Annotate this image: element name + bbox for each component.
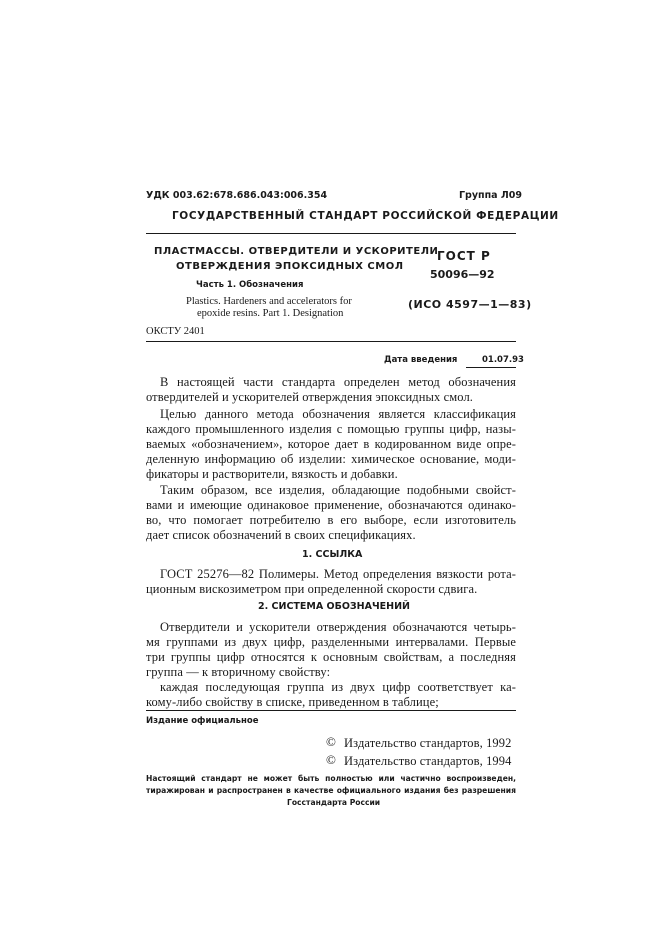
copyright-icon: © (326, 734, 336, 749)
gost-number: 50096—92 (430, 268, 495, 281)
section-2-line-5: каждая последующая группа из двух цифр соответствует ка- (160, 680, 516, 694)
section-2-heading: 2. СИСТЕМА ОБОЗНАЧЕНИЙ (258, 601, 410, 612)
copyright-1992: Издательство стандартов, 1992 (344, 736, 512, 750)
date-underline (466, 367, 516, 368)
english-title-line-1: Plastics. Hardeners and accelerators for (186, 296, 352, 307)
state-standard-heading: ГОСУДАРСТВЕННЫЙ СТАНДАРТ РОССИЙСКОЙ ФЕДЕРАЦИИ (172, 210, 559, 222)
notice-line-2: тиражирован и распространен в качестве официального издания без разрешения (146, 786, 516, 795)
paragraph-1-line-1: В настоящей части стандарта определен метод обозначения (160, 375, 516, 389)
section-2-line-1: Отвердители и ускорители отверждения обозначаются четырь- (160, 620, 516, 634)
okstu-code: ОКСТУ 2401 (146, 326, 205, 337)
paragraph-3-line-3: во, что помогает потребителю в его выборе, если изготовитель (146, 513, 516, 527)
paragraph-3-line-4: дает список обозначений в своих спецификациях. (146, 528, 416, 542)
group-code: Группа Л09 (459, 190, 523, 201)
notice-line-1: Настоящий стандарт не может быть полностью или частично воспроизведен, (146, 774, 516, 783)
footer-rule (146, 710, 516, 711)
copyright-1994: Издательство стандартов, 1994 (344, 754, 512, 768)
date-value: 01.07.93 (482, 355, 524, 365)
english-title-line-2: epoxide resins. Part 1. Designation (197, 308, 344, 319)
paragraph-3-line-2: вами и имеющие одинаковое применение, обозначаются одинако- (146, 498, 516, 512)
title-line-2: ОТВЕРЖДЕНИЯ ЭПОКСИДНЫХ СМОЛ (176, 261, 404, 272)
paragraph-2-line-2: каждого промышленного изделия с помощью группы цифр, назы- (146, 422, 516, 436)
iso-reference: (ИСО 4597—1—83) (408, 298, 532, 311)
title-bottom-rule (146, 341, 516, 342)
section-2-line-2: мя группами из двух цифр, разделенными интервалами. Первые (146, 635, 516, 649)
paragraph-2-line-5: фикаторы и растворители, вязкость и добавки. (146, 467, 398, 481)
date-label: Дата введения (384, 355, 458, 365)
section-1-heading: 1. ССЫЛКА (302, 549, 363, 560)
section-1-line-2: ционным вискозиметром при определенной скорости сдвига. (146, 582, 478, 596)
title-top-rule (146, 233, 516, 234)
copyright-icon: © (326, 752, 336, 767)
notice-line-3: Госстандарта России (287, 798, 381, 807)
official-edition-label: Издание официальное (146, 716, 259, 726)
section-1-line-1: ГОСТ 25276—82 Полимеры. Метод определения вязкости рота- (160, 567, 516, 581)
paragraph-1-line-2: отвердителей и ускорителей отверждения эпоксидных смол. (146, 390, 474, 404)
paragraph-2-line-1: Целью данного метода обозначения является классификация (160, 407, 516, 421)
paragraph-2-line-4: деленную информацию об изделии: химическое основание, моди- (146, 452, 516, 466)
udk-code: УДК 003.62:678.686.043:006.354 (146, 190, 328, 201)
part-subtitle: Часть 1. Обозначения (196, 280, 304, 290)
section-2-line-3: три группы цифр относятся к основным свойствам, а последняя (146, 650, 516, 664)
gost-label: ГОСТ Р (437, 249, 491, 263)
section-2-line-4: группа — к вторичному свойству: (146, 665, 331, 679)
section-2-line-6: кому-либо свойству в списке, приведенном в таблице; (146, 695, 439, 709)
paragraph-3-line-1: Таким образом, все изделия, обладающие подобными свойст- (160, 483, 516, 497)
title-line-1: ПЛАСТМАССЫ. ОТВЕРДИТЕЛИ И УСКОРИТЕЛИ (154, 246, 439, 257)
paragraph-2-line-3: ваемых «обозначением», которое дает в кодированном виде опре- (146, 437, 516, 451)
